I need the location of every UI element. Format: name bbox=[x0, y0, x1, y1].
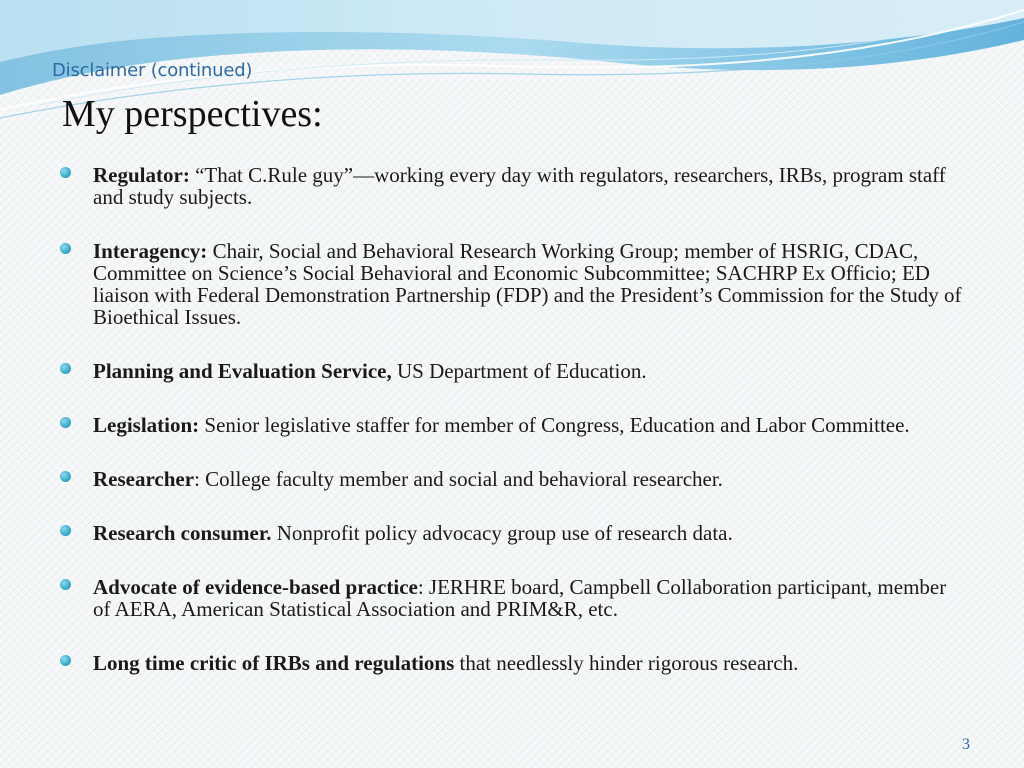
slide-subtitle: Disclaimer (continued) bbox=[52, 60, 253, 81]
slide-title: My perspectives: bbox=[62, 93, 323, 135]
bullet-text: US Department of Education. bbox=[391, 359, 647, 383]
bullet-label: Planning and Evaluation Service, bbox=[93, 359, 392, 383]
bullet-text: Chair, Social and Behavioral Research Working Group; member of HSRIG, CDAC, Committee on Science’s Social Behavioral and Economic Subcommittee; SACHRP Ex Officio; ED liaison with Federal Demonstration Partnership (FDP) and the President’s Commission for the Study of Bioethical Issues. bbox=[93, 239, 962, 329]
list-item bbox=[60, 576, 965, 620]
bullet-icon bbox=[60, 471, 71, 482]
bullet-icon bbox=[60, 243, 71, 254]
bullet-text: : JERHRE board, Campbell Collaboration participant, member of AERA, American Statistical Association and PRIM&R, etc. bbox=[93, 575, 947, 621]
bullet-label: Advocate of evidence-based practice bbox=[93, 575, 418, 599]
bullet-label: Research consumer. bbox=[93, 521, 272, 545]
list-item bbox=[60, 240, 965, 328]
bullet-text: Nonprofit policy advocacy group use of research data. bbox=[271, 521, 733, 545]
list-item bbox=[60, 164, 965, 208]
bullet-label: Long time critic of IRBs and regulations bbox=[93, 651, 455, 675]
perspectives-list bbox=[60, 164, 965, 706]
list-item bbox=[60, 360, 965, 382]
list-item bbox=[60, 468, 965, 490]
bullet-label: Interagency: bbox=[93, 239, 208, 263]
bullet-icon bbox=[60, 363, 71, 374]
bullet-label: Legislation: bbox=[93, 413, 200, 437]
list-item bbox=[60, 522, 965, 544]
bullet-icon bbox=[60, 655, 71, 666]
page-number: 3 bbox=[962, 736, 970, 753]
bullet-label: Researcher bbox=[93, 467, 195, 491]
list-item bbox=[60, 414, 965, 436]
bullet-icon bbox=[60, 167, 71, 178]
list-item bbox=[60, 652, 965, 674]
bullet-icon bbox=[60, 417, 71, 428]
bullet-icon bbox=[60, 525, 71, 536]
bullet-text: “That C.Rule guy”—working every day with regulators, researchers, IRBs, program staff and study subjects. bbox=[93, 163, 946, 209]
bullet-text: : College faculty member and social and behavioral researcher. bbox=[194, 467, 723, 491]
bullet-text: Senior legislative staffer for member of Congress, Education and Labor Committee. bbox=[199, 413, 910, 437]
bullet-icon bbox=[60, 579, 71, 590]
bullet-label: Regulator: bbox=[93, 163, 190, 187]
bullet-text: that needlessly hinder rigorous research. bbox=[454, 651, 799, 675]
